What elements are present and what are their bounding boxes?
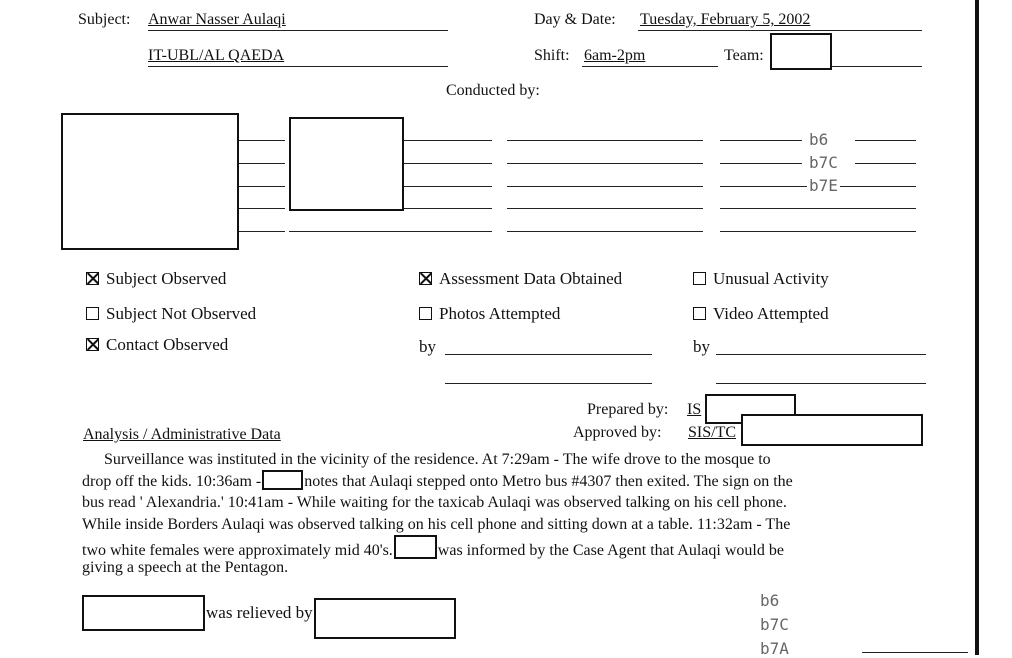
- daydate-value: Tuesday, February 5, 2002: [640, 11, 811, 28]
- approved-by-label: Approved by:: [573, 424, 662, 441]
- prepared-by-value: IS: [687, 401, 702, 418]
- relief-redaction-1: [82, 595, 205, 631]
- narrative-line-5: two white females were approximately mid 40's. was informed by the Case Agent that Aulaqi would be: [82, 535, 784, 562]
- narrative-line-2: drop off the kids. 10:36am - notes that Aulaqi stepped onto Metro bus #4307 then exited. The sign on the: [82, 470, 793, 493]
- prepared-by-label: Prepared by:: [587, 401, 669, 418]
- team-redaction: [770, 33, 832, 70]
- checkbox-photos-attempted[interactable]: [419, 307, 432, 320]
- exemption-b7c: b7C: [809, 153, 838, 172]
- contact-observed-label: Contact Observed: [106, 335, 229, 354]
- case-line: [148, 66, 448, 67]
- subject-not-observed-label: Subject Not Observed: [106, 304, 257, 323]
- narrative-line-3: bus read ' Alexandria.' 10:41am - While waiting for the taxicab Aulaqi was observed talking on his cell phone.: [82, 494, 787, 511]
- bottom-signature-line: [862, 652, 968, 653]
- agent-redaction-1: [61, 113, 239, 250]
- subject-line: [148, 30, 448, 31]
- photos-by-line-2: [445, 383, 652, 384]
- conducted-by-label: Conducted by:: [446, 82, 540, 99]
- daydate-line: [638, 30, 922, 31]
- subject-value: Anwar Nasser Aulaqi: [148, 11, 286, 28]
- exemption-b7e: b7E: [809, 176, 838, 195]
- checkbox-contact-observed[interactable]: [86, 338, 99, 351]
- relief-text: was relieved by: [206, 603, 313, 622]
- approved-by-value: SIS/TC: [688, 424, 737, 441]
- approver-redaction: [741, 414, 923, 446]
- checkbox-subject-observed[interactable]: [86, 272, 99, 285]
- video-by-line: [716, 354, 926, 355]
- case-value: IT-UBL/AL QAEDA: [148, 47, 285, 64]
- shift-line: [582, 66, 718, 67]
- exemption-bottom-b7c: b7C: [760, 615, 789, 634]
- shift-value: 6am-2pm: [584, 47, 646, 64]
- inline-redaction-2: [394, 535, 437, 559]
- team-label: Team:: [724, 47, 764, 64]
- team-line: [832, 66, 922, 67]
- shift-label: Shift:: [534, 47, 570, 64]
- photos-by-line: [445, 354, 652, 355]
- video-by-label: by: [693, 337, 710, 356]
- exemption-b6: b6: [809, 130, 829, 149]
- exemption-bottom-b6: b6: [760, 591, 780, 610]
- photos-by-label: by: [419, 337, 436, 356]
- video-by-line-2: [716, 383, 926, 384]
- checkbox-unusual-activity[interactable]: [693, 272, 706, 285]
- narrative-line-1: Surveillance was instituted in the vicinity of the residence. At 7:29am - The wife drove to the mosque to: [104, 451, 771, 468]
- relief-redaction-2: [314, 598, 456, 639]
- analysis-heading: Analysis / Administrative Data: [83, 426, 281, 443]
- exemption-bottom-b7a: b7A: [760, 639, 789, 658]
- subject-label: Subject:: [78, 11, 131, 28]
- daydate-label: Day & Date:: [534, 11, 616, 28]
- inline-redaction-1: [262, 470, 303, 490]
- narrative-line-6: giving a speech at the Pentagon.: [82, 559, 289, 576]
- subject-observed-label: Subject Observed: [106, 269, 227, 288]
- photos-attempted-label: Photos Attempted: [439, 304, 561, 323]
- page-edge: [975, 0, 979, 655]
- checkbox-assessment-data[interactable]: [419, 272, 432, 285]
- agent-redaction-2: [289, 117, 404, 211]
- assessment-data-label: Assessment Data Obtained: [439, 269, 623, 288]
- unusual-activity-label: Unusual Activity: [713, 269, 829, 288]
- checkbox-subject-not-observed[interactable]: [86, 307, 99, 320]
- video-attempted-label: Video Attempted: [713, 304, 829, 323]
- checkbox-video-attempted[interactable]: [693, 307, 706, 320]
- narrative-line-4: While inside Borders Aulaqi was observed talking on his cell phone and sitting down at a table. 11:32am - The: [82, 516, 791, 533]
